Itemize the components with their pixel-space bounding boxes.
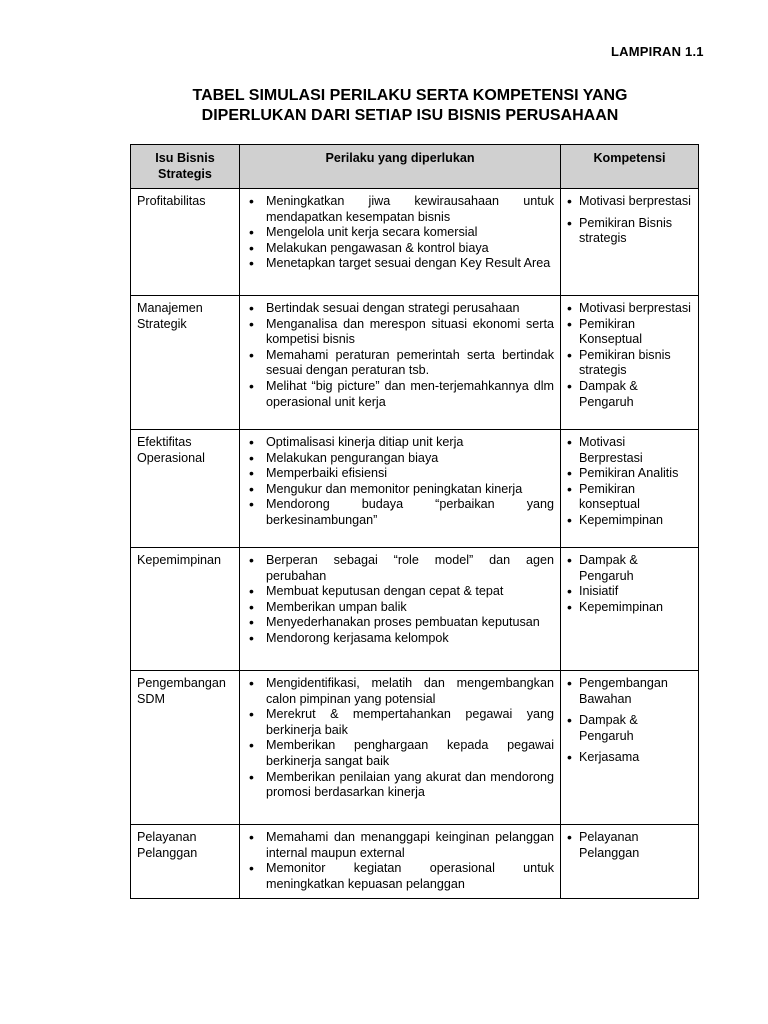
table-row — [131, 671, 699, 825]
list-item: • Pemikiran Bisnis strategis — [567, 216, 692, 247]
perilaku-cell — [240, 296, 561, 430]
kompetensi-cell — [561, 548, 699, 671]
perilaku-cell — [240, 430, 561, 548]
list-item: • Menganalisa dan merespon situasi ekonomi serta kompetisi bisnis — [246, 317, 554, 348]
list-item: • Melihat “big picture” dan men-terjemahkannya dlm operasional unit kerja — [246, 379, 554, 410]
table-row — [131, 548, 699, 671]
list-item: • Optimalisasi kinerja ditiap unit kerja — [246, 435, 554, 451]
list-item: • Bertindak sesuai dengan strategi perusahaan — [246, 301, 554, 317]
list-item: • Memonitor kegiatan operasional untuk meningkatkan kepuasan pelanggan — [246, 861, 554, 892]
list-item: • Pelayanan Pelanggan — [567, 830, 692, 861]
kompetensi-cell — [561, 825, 699, 899]
list-item: • Melakukan pengurangan biaya — [246, 451, 554, 467]
list-item: • Memberikan penghargaan kepada pegawai berkinerja sangat baik — [246, 738, 554, 769]
list-item: • Membuat keputusan dengan cepat & tepat — [246, 584, 554, 600]
list-item: • Motivasi berprestasi — [567, 194, 692, 210]
list-item: • Memahami peraturan pemerintah serta bertindak sesuai dengan peraturan tsb. — [246, 348, 554, 379]
list-item: • Mendorong budaya “perbaikan yang berkesinambungan” — [246, 497, 554, 528]
list-item: • Motivasi Berprestasi — [567, 435, 692, 466]
kompetensi-cell — [561, 430, 699, 548]
header-perilaku: Perilaku yang diperlukan — [240, 145, 561, 189]
isu-cell: Manajemen Strategik — [131, 296, 240, 430]
perilaku-cell — [240, 671, 561, 825]
list-item: • Pemikiran Analitis — [567, 466, 692, 482]
list-item: • Menetapkan target sesuai dengan Key Result Area — [246, 256, 554, 272]
list-item: • Pengembangan Bawahan — [567, 676, 692, 707]
appendix-label: LAMPIRAN 1.1 — [611, 44, 704, 59]
header-isu-bisnis: Isu Bisnis Strategis — [131, 145, 240, 189]
list-item: • Memberikan penilaian yang akurat dan mendorong promosi berdasarkan kinerja — [246, 770, 554, 801]
table-row — [131, 296, 699, 430]
list-item: • Kepemimpinan — [567, 600, 692, 616]
list-item: • Memperbaiki efisiensi — [246, 466, 554, 482]
list-item: • Kepemimpinan — [567, 513, 692, 529]
isu-cell: Kepemimpinan — [131, 548, 240, 671]
kompetensi-cell — [561, 189, 699, 296]
isu-cell: Pengembangan SDM — [131, 671, 240, 825]
table-row — [131, 189, 699, 296]
competency-table — [130, 144, 699, 899]
kompetensi-cell — [561, 671, 699, 825]
table-row — [131, 430, 699, 548]
list-item: • Mengidentifikasi, melatih dan mengembangkan calon pimpinan yang potensial — [246, 676, 554, 707]
perilaku-cell — [240, 548, 561, 671]
list-item: • Melakukan pengawasan & kontrol biaya — [246, 241, 554, 257]
list-item: • Kerjasama — [567, 750, 692, 766]
title-line-1: TABEL SIMULASI PERILAKU SERTA KOMPETENSI YANG — [192, 87, 628, 104]
list-item: • Dampak & Pengaruh — [567, 379, 692, 410]
list-item: • Menyederhanakan proses pembuatan keputusan — [246, 615, 554, 631]
list-item: • Inisiatif — [567, 584, 692, 600]
list-item: • Memahami dan menanggapi keinginan pelanggan internal maupun external — [246, 830, 554, 861]
document-title — [130, 86, 690, 126]
list-item: • Dampak & Pengaruh — [567, 713, 692, 744]
list-item: • Motivasi berprestasi — [567, 301, 692, 317]
isu-cell: Pelayanan Pelanggan — [131, 825, 240, 899]
kompetensi-cell — [561, 296, 699, 430]
list-item: • Memberikan umpan balik — [246, 600, 554, 616]
list-item: • Berperan sebagai “role model” dan agen perubahan — [246, 553, 554, 584]
list-item: • Pemikiran konseptual — [567, 482, 692, 513]
table-header-row — [131, 145, 699, 189]
list-item: • Mengukur dan memonitor peningkatan kinerja — [246, 482, 554, 498]
title-line-2: DIPERLUKAN DARI SETIAP ISU BISNIS PERUSAHAAN — [201, 107, 619, 124]
isu-cell: Efektifitas Operasional — [131, 430, 240, 548]
table-row — [131, 825, 699, 899]
list-item: • Mendorong kerjasama kelompok — [246, 631, 554, 647]
list-item: • Pemikiran bisnis strategis — [567, 348, 692, 379]
list-item: • Dampak & Pengaruh — [567, 553, 692, 584]
perilaku-cell — [240, 189, 561, 296]
header-kompetensi: Kompetensi — [561, 145, 699, 189]
perilaku-cell — [240, 825, 561, 899]
list-item: • Mengelola unit kerja secara komersial — [246, 225, 554, 241]
list-item: • Pemikiran Konseptual — [567, 317, 692, 348]
list-item: • Meningkatkan jiwa kewirausahaan untuk mendapatkan kesempatan bisnis — [246, 194, 554, 225]
isu-cell: Profitabilitas — [131, 189, 240, 296]
list-item: • Merekrut & mempertahankan pegawai yang berkinerja baik — [246, 707, 554, 738]
